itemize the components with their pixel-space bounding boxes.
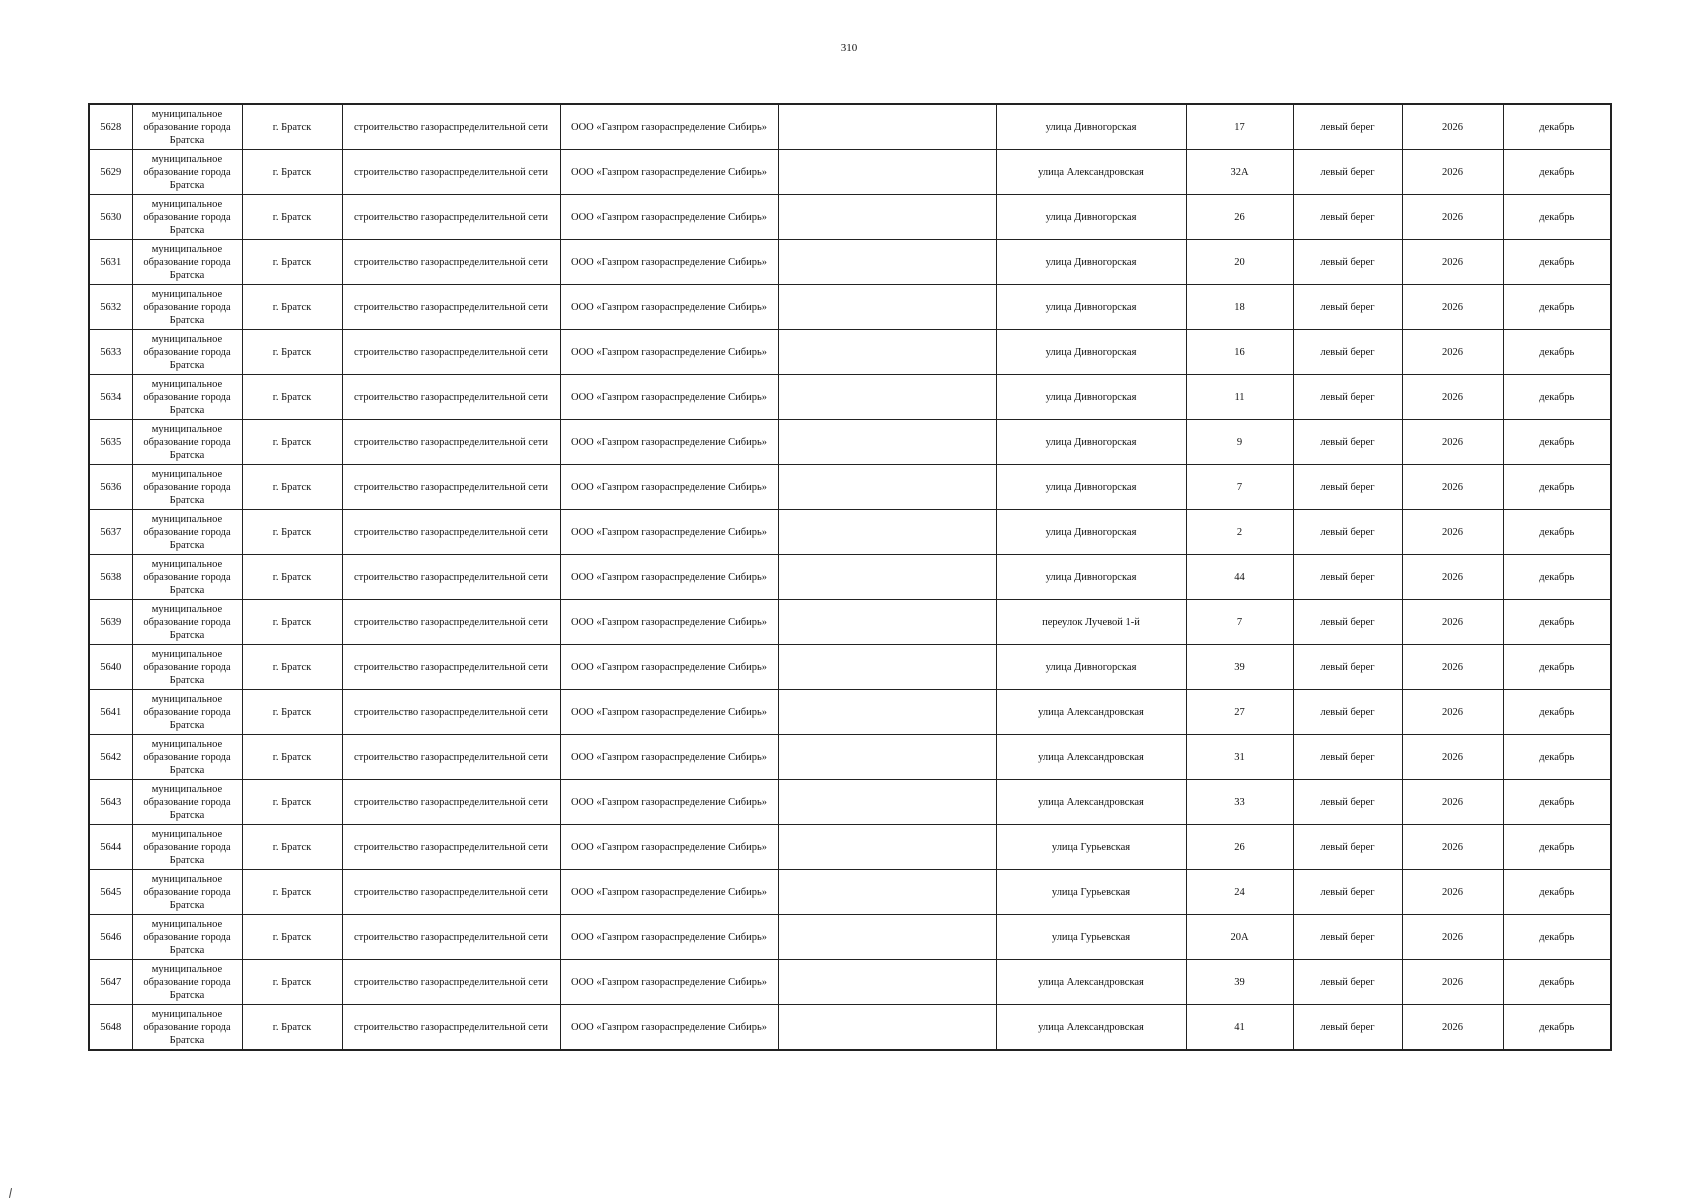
work-type-cell: строительство газораспределительной сети [342,104,560,150]
district-cell: левый берег [1293,1005,1402,1051]
month-cell: декабрь [1503,285,1611,330]
year-cell: 2026 [1402,285,1503,330]
row-number-cell: 5629 [89,150,132,195]
month-cell: декабрь [1503,960,1611,1005]
month-cell: декабрь [1503,915,1611,960]
table-row [89,780,1611,825]
district-cell: левый берег [1293,735,1402,780]
house-number-cell: 16 [1186,330,1293,375]
settlement-cell: г. Братск [242,375,342,420]
organization-cell: ООО «Газпром газораспределение Сибирь» [560,465,778,510]
work-type-cell: строительство газораспределительной сети [342,285,560,330]
year-cell: 2026 [1402,330,1503,375]
settlement-cell: г. Братск [242,825,342,870]
blank-cell [778,375,996,420]
work-type-cell: строительство газораспределительной сети [342,555,560,600]
organization-cell: ООО «Газпром газораспределение Сибирь» [560,1005,778,1051]
row-number-cell: 5628 [89,104,132,150]
street-cell: улица Александровская [996,690,1186,735]
year-cell: 2026 [1402,375,1503,420]
table-row [89,870,1611,915]
row-number-cell: 5635 [89,420,132,465]
table-row [89,375,1611,420]
district-cell: левый берег [1293,285,1402,330]
row-number-cell: 5634 [89,375,132,420]
settlement-cell: г. Братск [242,600,342,645]
house-number-cell: 17 [1186,104,1293,150]
row-number-cell: 5637 [89,510,132,555]
street-cell: улица Александровская [996,960,1186,1005]
settlement-cell: г. Братск [242,555,342,600]
municipality-cell: муниципальное образование города Братска [132,735,242,780]
row-number-cell: 5640 [89,645,132,690]
street-cell: улица Дивногорская [996,645,1186,690]
table-row [89,330,1611,375]
year-cell: 2026 [1402,1005,1503,1051]
blank-cell [778,645,996,690]
organization-cell: ООО «Газпром газораспределение Сибирь» [560,960,778,1005]
table-row [89,150,1611,195]
blank-cell [778,1005,996,1051]
table-row [89,960,1611,1005]
month-cell: декабрь [1503,375,1611,420]
year-cell: 2026 [1402,465,1503,510]
street-cell: улица Дивногорская [996,420,1186,465]
settlement-cell: г. Братск [242,195,342,240]
street-cell: улица Гурьевская [996,825,1186,870]
street-cell: улица Гурьевская [996,915,1186,960]
organization-cell: ООО «Газпром газораспределение Сибирь» [560,510,778,555]
row-number-cell: 5631 [89,240,132,285]
month-cell: декабрь [1503,150,1611,195]
work-type-cell: строительство газораспределительной сети [342,375,560,420]
settlement-cell: г. Братск [242,510,342,555]
blank-cell [778,870,996,915]
municipality-cell: муниципальное образование города Братска [132,150,242,195]
house-number-cell: 20А [1186,915,1293,960]
row-number-cell: 5638 [89,555,132,600]
house-number-cell: 41 [1186,1005,1293,1051]
settlement-cell: г. Братск [242,330,342,375]
organization-cell: ООО «Газпром газораспределение Сибирь» [560,150,778,195]
house-number-cell: 31 [1186,735,1293,780]
table-row [89,1005,1611,1051]
organization-cell: ООО «Газпром газораспределение Сибирь» [560,285,778,330]
row-number-cell: 5642 [89,735,132,780]
month-cell: декабрь [1503,870,1611,915]
month-cell: декабрь [1503,195,1611,240]
settlement-cell: г. Братск [242,645,342,690]
district-cell: левый берег [1293,555,1402,600]
house-number-cell: 7 [1186,600,1293,645]
table-row [89,465,1611,510]
year-cell: 2026 [1402,150,1503,195]
house-number-cell: 9 [1186,420,1293,465]
district-cell: левый берег [1293,645,1402,690]
row-number-cell: 5645 [89,870,132,915]
table-row [89,690,1611,735]
month-cell: декабрь [1503,645,1611,690]
street-cell: улица Дивногорская [996,104,1186,150]
year-cell: 2026 [1402,780,1503,825]
municipality-cell: муниципальное образование города Братска [132,690,242,735]
organization-cell: ООО «Газпром газораспределение Сибирь» [560,104,778,150]
row-number-cell: 5639 [89,600,132,645]
house-number-cell: 33 [1186,780,1293,825]
work-type-cell: строительство газораспределительной сети [342,240,560,285]
work-type-cell: строительство газораспределительной сети [342,1005,560,1051]
work-type-cell: строительство газораспределительной сети [342,465,560,510]
table-row [89,555,1611,600]
street-cell: улица Дивногорская [996,375,1186,420]
row-number-cell: 5633 [89,330,132,375]
blank-cell [778,690,996,735]
year-cell: 2026 [1402,420,1503,465]
year-cell: 2026 [1402,735,1503,780]
year-cell: 2026 [1402,510,1503,555]
house-number-cell: 7 [1186,465,1293,510]
organization-cell: ООО «Газпром газораспределение Сибирь» [560,690,778,735]
municipality-cell: муниципальное образование города Братска [132,915,242,960]
year-cell: 2026 [1402,104,1503,150]
year-cell: 2026 [1402,825,1503,870]
settlement-cell: г. Братск [242,870,342,915]
year-cell: 2026 [1402,195,1503,240]
organization-cell: ООО «Газпром газораспределение Сибирь» [560,915,778,960]
settlement-cell: г. Братск [242,420,342,465]
municipality-cell: муниципальное образование города Братска [132,600,242,645]
table-row [89,510,1611,555]
municipality-cell: муниципальное образование города Братска [132,555,242,600]
work-type-cell: строительство газораспределительной сети [342,690,560,735]
district-cell: левый берег [1293,104,1402,150]
settlement-cell: г. Братск [242,735,342,780]
municipality-cell: муниципальное образование города Братска [132,420,242,465]
street-cell: улица Дивногорская [996,285,1186,330]
house-number-cell: 24 [1186,870,1293,915]
table-row [89,195,1611,240]
house-number-cell: 39 [1186,645,1293,690]
row-number-cell: 5648 [89,1005,132,1051]
row-number-cell: 5646 [89,915,132,960]
district-cell: левый берег [1293,690,1402,735]
organization-cell: ООО «Газпром газораспределение Сибирь» [560,330,778,375]
year-cell: 2026 [1402,690,1503,735]
work-type-cell: строительство газораспределительной сети [342,780,560,825]
district-cell: левый берег [1293,420,1402,465]
month-cell: декабрь [1503,104,1611,150]
work-type-cell: строительство газораспределительной сети [342,825,560,870]
district-cell: левый берег [1293,240,1402,285]
settlement-cell: г. Братск [242,240,342,285]
settlement-cell: г. Братск [242,960,342,1005]
blank-cell [778,150,996,195]
house-number-cell: 32А [1186,150,1293,195]
blank-cell [778,780,996,825]
district-cell: левый берег [1293,825,1402,870]
work-type-cell: строительство газораспределительной сети [342,195,560,240]
organization-cell: ООО «Газпром газораспределение Сибирь» [560,870,778,915]
municipality-cell: муниципальное образование города Братска [132,240,242,285]
year-cell: 2026 [1402,600,1503,645]
street-cell: улица Гурьевская [996,870,1186,915]
district-cell: левый берег [1293,375,1402,420]
blank-cell [778,960,996,1005]
work-type-cell: строительство газораспределительной сети [342,600,560,645]
blank-cell [778,330,996,375]
street-cell: улица Дивногорская [996,465,1186,510]
organization-cell: ООО «Газпром газораспределение Сибирь» [560,735,778,780]
work-type-cell: строительство газораспределительной сети [342,330,560,375]
organization-cell: ООО «Газпром газораспределение Сибирь» [560,555,778,600]
street-cell: улица Александровская [996,780,1186,825]
house-number-cell: 20 [1186,240,1293,285]
blank-cell [778,915,996,960]
municipality-cell: муниципальное образование города Братска [132,104,242,150]
street-cell: улица Дивногорская [996,555,1186,600]
street-cell: улица Александровская [996,1005,1186,1051]
street-cell: улица Александровская [996,735,1186,780]
street-cell: переулок Лучевой 1-й [996,600,1186,645]
street-cell: улица Александровская [996,150,1186,195]
settlement-cell: г. Братск [242,465,342,510]
municipality-cell: муниципальное образование города Братска [132,195,242,240]
organization-cell: ООО «Газпром газораспределение Сибирь» [560,825,778,870]
row-number-cell: 5643 [89,780,132,825]
month-cell: декабрь [1503,240,1611,285]
scan-artifact-mark [9,1188,12,1198]
work-type-cell: строительство газораспределительной сети [342,735,560,780]
table-row [89,285,1611,330]
district-cell: левый берег [1293,870,1402,915]
table-row [89,104,1611,150]
month-cell: декабрь [1503,510,1611,555]
organization-cell: ООО «Газпром газораспределение Сибирь» [560,780,778,825]
organization-cell: ООО «Газпром газораспределение Сибирь» [560,420,778,465]
table-row [89,600,1611,645]
month-cell: декабрь [1503,420,1611,465]
house-number-cell: 18 [1186,285,1293,330]
work-type-cell: строительство газораспределительной сети [342,645,560,690]
house-number-cell: 11 [1186,375,1293,420]
municipality-cell: муниципальное образование города Братска [132,870,242,915]
blank-cell [778,104,996,150]
blank-cell [778,735,996,780]
blank-cell [778,510,996,555]
blank-cell [778,420,996,465]
street-cell: улица Дивногорская [996,510,1186,555]
month-cell: декабрь [1503,1005,1611,1051]
year-cell: 2026 [1402,645,1503,690]
municipality-cell: муниципальное образование города Братска [132,285,242,330]
district-cell: левый берег [1293,780,1402,825]
blank-cell [778,285,996,330]
page-number: 310 [840,42,858,54]
municipality-cell: муниципальное образование города Братска [132,375,242,420]
year-cell: 2026 [1402,915,1503,960]
organization-cell: ООО «Газпром газораспределение Сибирь» [560,240,778,285]
municipality-cell: муниципальное образование города Братска [132,825,242,870]
blank-cell [778,240,996,285]
municipality-cell: муниципальное образование города Братска [132,645,242,690]
organization-cell: ООО «Газпром газораспределение Сибирь» [560,195,778,240]
table-row [89,825,1611,870]
district-cell: левый берег [1293,510,1402,555]
table-body [89,104,1611,1050]
house-number-cell: 26 [1186,195,1293,240]
settlement-cell: г. Братск [242,285,342,330]
street-cell: улица Дивногорская [996,240,1186,285]
settlement-cell: г. Братск [242,150,342,195]
district-cell: левый берег [1293,960,1402,1005]
municipality-cell: муниципальное образование города Братска [132,330,242,375]
settlement-cell: г. Братск [242,1005,342,1051]
year-cell: 2026 [1402,960,1503,1005]
work-type-cell: строительство газораспределительной сети [342,915,560,960]
month-cell: декабрь [1503,735,1611,780]
house-number-cell: 39 [1186,960,1293,1005]
organization-cell: ООО «Газпром газораспределение Сибирь» [560,375,778,420]
settlement-cell: г. Братск [242,915,342,960]
month-cell: декабрь [1503,330,1611,375]
row-number-cell: 5630 [89,195,132,240]
blank-cell [778,465,996,510]
gasification-table [88,103,1612,1051]
month-cell: декабрь [1503,555,1611,600]
house-number-cell: 27 [1186,690,1293,735]
year-cell: 2026 [1402,240,1503,285]
district-cell: левый берег [1293,150,1402,195]
month-cell: декабрь [1503,780,1611,825]
house-number-cell: 26 [1186,825,1293,870]
row-number-cell: 5641 [89,690,132,735]
year-cell: 2026 [1402,870,1503,915]
table-row [89,645,1611,690]
month-cell: декабрь [1503,690,1611,735]
municipality-cell: муниципальное образование города Братска [132,465,242,510]
row-number-cell: 5632 [89,285,132,330]
table-row [89,735,1611,780]
street-cell: улица Дивногорская [996,195,1186,240]
month-cell: декабрь [1503,465,1611,510]
settlement-cell: г. Братск [242,104,342,150]
street-cell: улица Дивногорская [996,330,1186,375]
work-type-cell: строительство газораспределительной сети [342,510,560,555]
month-cell: декабрь [1503,825,1611,870]
district-cell: левый берег [1293,330,1402,375]
house-number-cell: 2 [1186,510,1293,555]
work-type-cell: строительство газораспределительной сети [342,420,560,465]
organization-cell: ООО «Газпром газораспределение Сибирь» [560,600,778,645]
month-cell: декабрь [1503,600,1611,645]
year-cell: 2026 [1402,555,1503,600]
table-row [89,420,1611,465]
table-row [89,915,1611,960]
settlement-cell: г. Братск [242,690,342,735]
blank-cell [778,825,996,870]
district-cell: левый берег [1293,600,1402,645]
work-type-cell: строительство газораспределительной сети [342,150,560,195]
work-type-cell: строительство газораспределительной сети [342,870,560,915]
municipality-cell: муниципальное образование города Братска [132,780,242,825]
settlement-cell: г. Братск [242,780,342,825]
row-number-cell: 5636 [89,465,132,510]
district-cell: левый берег [1293,465,1402,510]
work-type-cell: строительство газораспределительной сети [342,960,560,1005]
blank-cell [778,555,996,600]
municipality-cell: муниципальное образование города Братска [132,1005,242,1051]
blank-cell [778,195,996,240]
organization-cell: ООО «Газпром газораспределение Сибирь» [560,645,778,690]
municipality-cell: муниципальное образование города Братска [132,510,242,555]
district-cell: левый берег [1293,915,1402,960]
district-cell: левый берег [1293,195,1402,240]
house-number-cell: 44 [1186,555,1293,600]
table-row [89,240,1611,285]
row-number-cell: 5644 [89,825,132,870]
municipality-cell: муниципальное образование города Братска [132,960,242,1005]
blank-cell [778,600,996,645]
row-number-cell: 5647 [89,960,132,1005]
